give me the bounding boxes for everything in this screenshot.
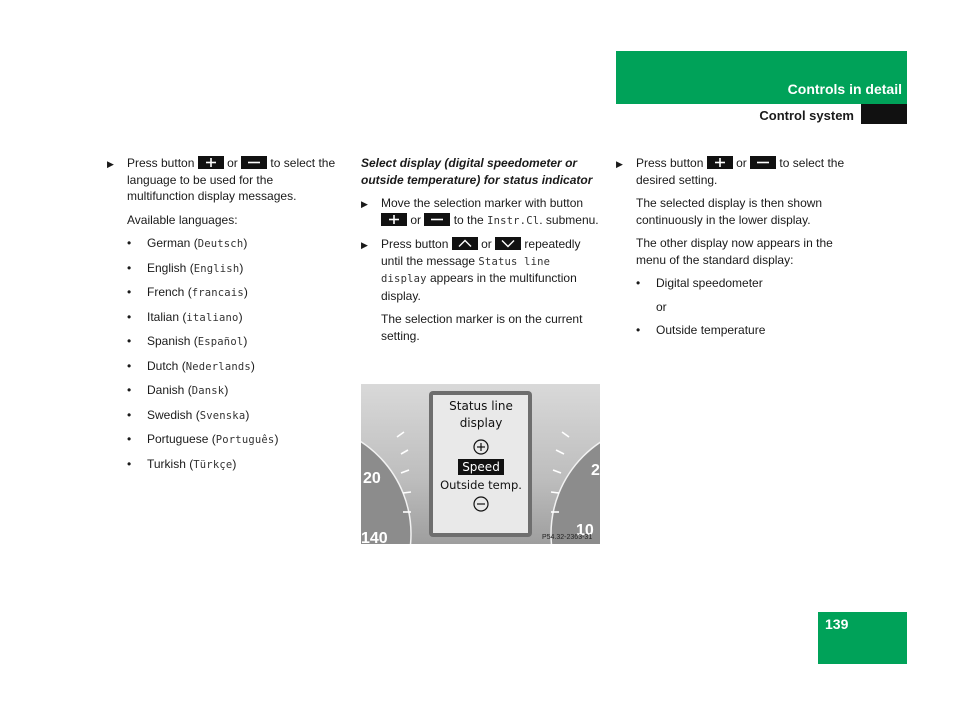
language-item: • French (francais) — [127, 285, 248, 299]
bullet-icon: • — [636, 323, 641, 337]
bullet-icon: • — [127, 407, 132, 422]
minus-button-icon — [424, 213, 450, 226]
language-item: • Spanish (Español) — [127, 334, 248, 348]
bullet-icon: • — [127, 383, 132, 397]
language-native-name: Português — [215, 434, 275, 446]
language-native-name: italiano — [186, 311, 239, 324]
bullet-icon: • — [127, 456, 132, 471]
language-item: • Turkish (Türkçe) — [127, 456, 237, 471]
language-native-name: Türkçe — [193, 458, 233, 471]
down-button-icon — [495, 237, 521, 250]
language-item: • Swedish (Svenska) — [127, 407, 250, 422]
bullet-icon: • — [636, 276, 641, 290]
or-text: or — [656, 299, 667, 314]
bullet-icon: • — [127, 260, 132, 275]
screen-title: Status line — [449, 399, 513, 413]
language-list — [107, 235, 339, 473]
available-languages-label: Available languages: — [127, 212, 238, 227]
language-native-name: Dansk — [191, 385, 225, 397]
bullet-icon: • — [127, 285, 132, 299]
step-arrow-icon: ▶ — [616, 159, 623, 169]
step-arrow-icon: ▶ — [107, 159, 114, 169]
step-arrow-icon: ▶ — [361, 240, 368, 250]
bullet-icon: • — [127, 309, 132, 324]
instruction-step: ▶ Press button or to select the desired setting. — [616, 156, 845, 187]
language-name: Turkish — [147, 456, 186, 471]
display-message: Status line display — [381, 255, 551, 285]
selected-option: Speed — [462, 460, 500, 474]
language-item: • Italian (italiano) — [127, 309, 243, 324]
language-item: • Danish (Dansk) — [127, 383, 229, 397]
minus-button-icon — [750, 156, 776, 169]
section-title: Controls in detail — [787, 81, 902, 97]
minus-button-icon — [241, 156, 267, 169]
language-native-name: Svenska — [199, 409, 246, 422]
language-name: English — [147, 260, 187, 275]
bullet-icon: • — [127, 236, 132, 250]
dial-label: 2 — [591, 462, 600, 479]
list-item: • Digital speedometer — [636, 276, 763, 290]
menu-name: Instr.Cl — [487, 214, 540, 227]
body-paragraph: The other display now appears in the menu of the standard display: — [636, 236, 833, 267]
language-native-name: Español — [197, 336, 244, 348]
instruction-step: ▶ Press button or repeatedly until the message Status line display appears in the multifunction display. — [361, 237, 581, 303]
language-name: German — [147, 236, 191, 250]
step-arrow-icon: ▶ — [361, 199, 368, 209]
subsection-title: Control system — [759, 108, 854, 123]
plus-button-icon — [381, 213, 407, 226]
dial-label: 10 — [576, 522, 594, 539]
language-name: Swedish — [147, 407, 193, 422]
bullet-icon: • — [127, 358, 132, 373]
up-button-icon — [452, 237, 478, 250]
instrument-cluster-figure — [361, 384, 600, 544]
language-item: • Portuguese (Português) — [127, 432, 279, 446]
menu-option: Outside temp. — [440, 478, 522, 492]
figure-caption: P54.32-2363-31 — [542, 534, 593, 541]
plus-button-icon — [707, 156, 733, 169]
bullet-icon: • — [127, 334, 132, 348]
language-name: Portuguese — [147, 432, 209, 446]
language-name: Danish — [147, 383, 185, 397]
list-item: • Outside temperature — [636, 323, 766, 337]
screen-title: display — [459, 416, 503, 430]
language-name: French — [147, 285, 185, 299]
column-right — [616, 155, 856, 346]
instruction-step: ▶ Move the selection marker with button or to the Instr.Cl. submenu. — [361, 196, 599, 227]
language-name: Dutch — [147, 358, 179, 373]
language-item: • German (Deutsch) — [127, 236, 248, 250]
language-native-name: Deutsch — [197, 238, 244, 250]
procedure-heading: Select display (digital speedometer or outside temperature) for status indicator — [361, 156, 593, 187]
note-text: The selection marker is on the current setting. — [381, 312, 583, 343]
dial-label: 140 — [361, 530, 388, 544]
plus-button-icon — [198, 156, 224, 169]
page-number: 139 — [825, 616, 849, 632]
language-native-name: English — [193, 262, 240, 275]
language-name: Spanish — [147, 334, 191, 348]
column-middle — [361, 155, 601, 351]
column-left — [107, 155, 339, 480]
language-native-name: Nederlands — [185, 360, 251, 373]
dial-label: 20 — [363, 470, 381, 487]
instruction-step: ▶ Press button or to select the language to be used for the multifunction display messages. — [107, 156, 336, 203]
bullet-icon: • — [127, 432, 132, 446]
language-name: Italian — [147, 309, 180, 324]
body-paragraph: The selected display is then shown continuously in the lower display. — [636, 196, 823, 227]
language-native-name: francais — [191, 287, 244, 299]
language-item: • English (English) — [127, 260, 244, 275]
subsection-marker — [861, 104, 907, 124]
language-item: • Dutch (Nederlands) — [127, 358, 255, 373]
